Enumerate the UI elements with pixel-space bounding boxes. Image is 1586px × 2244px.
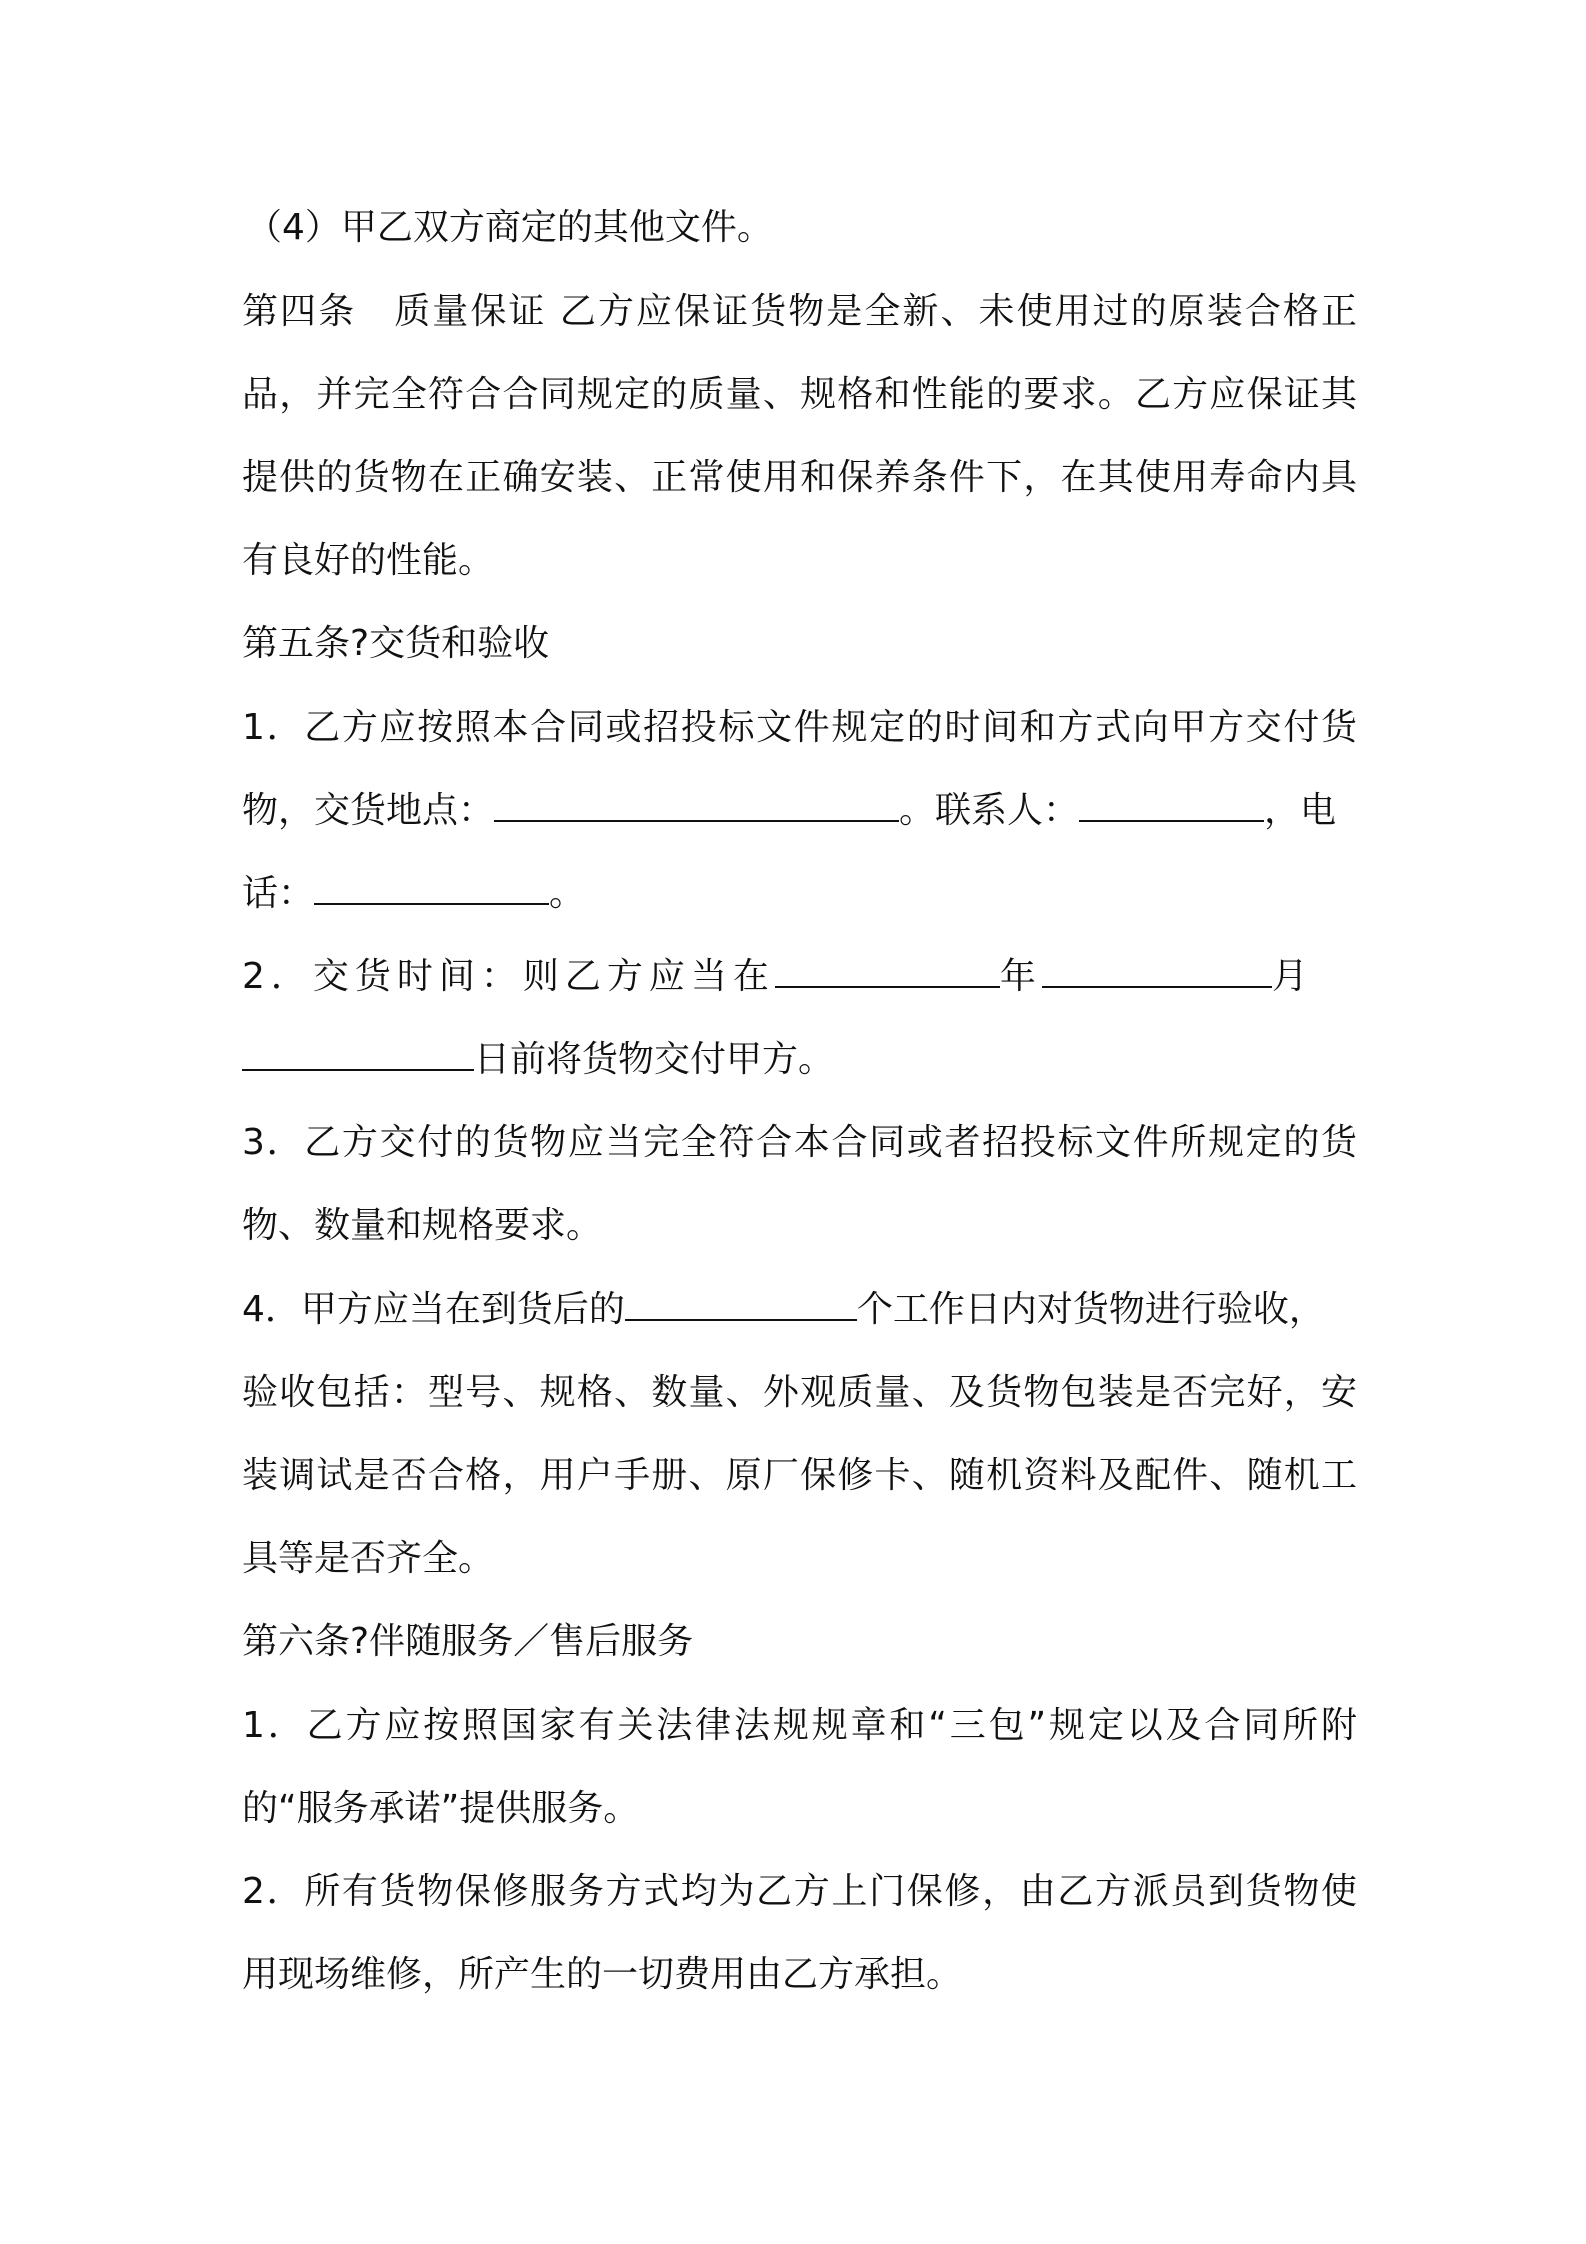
text-segment: 4．甲方应当在到货后的: [242, 1289, 625, 1330]
article-6-item-2-line-1: [242, 1870, 1357, 1914]
contact-person-blank: [1079, 790, 1264, 822]
text-line: 提供的货物在正确安装、正常使用和保养条件下，在其使用寿命内具: [242, 457, 1357, 498]
delivery-day-blank: [242, 1039, 474, 1071]
article-5-item-3-line-1: [242, 1121, 1357, 1165]
text-segment: 。: [549, 873, 586, 914]
inspection-days-blank: [625, 1289, 857, 1321]
article-4-line-1: [242, 290, 1357, 334]
article-6-item-1-line-1: [242, 1704, 1357, 1748]
item-4-other-documents: [242, 206, 1361, 250]
article-5-item-1-line-2: [242, 789, 1357, 833]
article-5-item-2-line-1: [242, 955, 1357, 999]
phone-blank: [314, 873, 549, 905]
text-segment: ，电: [1264, 790, 1337, 831]
article-5-item-1-line-1: [242, 706, 1357, 750]
delivery-year-blank: [775, 956, 1000, 988]
text-line: 用现场维修，所产生的一切费用由乙方承担。: [242, 1954, 963, 1995]
text-line: 物、数量和规格要求。: [242, 1205, 603, 1246]
text-segment: 物，交货地点：: [242, 790, 495, 831]
article-4-line-4: [242, 539, 1357, 583]
text-segment: 年: [999, 956, 1042, 997]
article-6-item-1-line-2: [242, 1787, 1357, 1831]
text-line: 第六条?伴随服务／售后服务: [242, 1621, 694, 1662]
text-line: 装调试是否合格，用户手册、原厂保修卡、随机资料及配件、随机工: [242, 1455, 1357, 1496]
article-5-item-4-line-4: [242, 1537, 1357, 1581]
text-line: 1．乙方应按照国家有关法律法规规章和“三包”规定以及合同所附: [242, 1705, 1357, 1746]
text-line: 验收包括：型号、规格、数量、外观质量、及货物包装是否完好，安: [242, 1372, 1357, 1413]
text-line: 3．乙方交付的货物应当完全符合本合同或者招投标文件所规定的货: [242, 1122, 1357, 1163]
text-line: 第四条 质量保证 乙方应保证货物是全新、未使用过的原装合格正: [242, 291, 1357, 332]
text-segment: 个工作日内对货物进行验收，: [856, 1289, 1325, 1330]
article-5-item-4-line-2: [242, 1371, 1357, 1415]
text-line: 有良好的性能。: [242, 540, 495, 581]
text-segment: 月: [1271, 956, 1314, 997]
delivery-location-blank: [494, 790, 899, 822]
article-5-item-4-line-1: [242, 1288, 1357, 1332]
text-line: 具等是否齐全。: [242, 1538, 495, 1579]
text-line: 第五条?交货和验收: [242, 623, 550, 664]
text-line: 2．所有货物保修服务方式均为乙方上门保修，由乙方派员到货物使: [242, 1871, 1357, 1912]
article-5-heading: [242, 622, 1357, 666]
text-segment: 。联系人：: [899, 790, 1080, 831]
delivery-month-blank: [1042, 956, 1272, 988]
article-5-item-3-line-2: [242, 1204, 1357, 1248]
article-6-heading: [242, 1620, 1357, 1664]
article-4-line-3: [242, 456, 1357, 500]
article-5-item-1-line-3: [242, 872, 1357, 916]
article-6-item-2-line-2: [242, 1953, 1357, 1997]
text-line: 品，并完全符合合同规定的质量、规格和性能的要求。乙方应保证其: [242, 374, 1357, 415]
text-segment: 2．交货时间：则乙方应当在: [242, 956, 775, 997]
text-line: （4）甲乙双方商定的其他文件。: [246, 207, 773, 248]
text-segment: 日前将货物交付甲方。: [474, 1039, 835, 1080]
article-5-item-2-line-2: [242, 1038, 1357, 1082]
text-segment: 话：: [242, 873, 315, 914]
article-4-line-2: [242, 373, 1357, 417]
article-5-item-4-line-3: [242, 1454, 1357, 1498]
text-line: 的“服务承诺”提供服务。: [242, 1788, 640, 1829]
text-line: 1．乙方应按照本合同或招投标文件规定的时间和方式向甲方交付货: [242, 707, 1357, 748]
